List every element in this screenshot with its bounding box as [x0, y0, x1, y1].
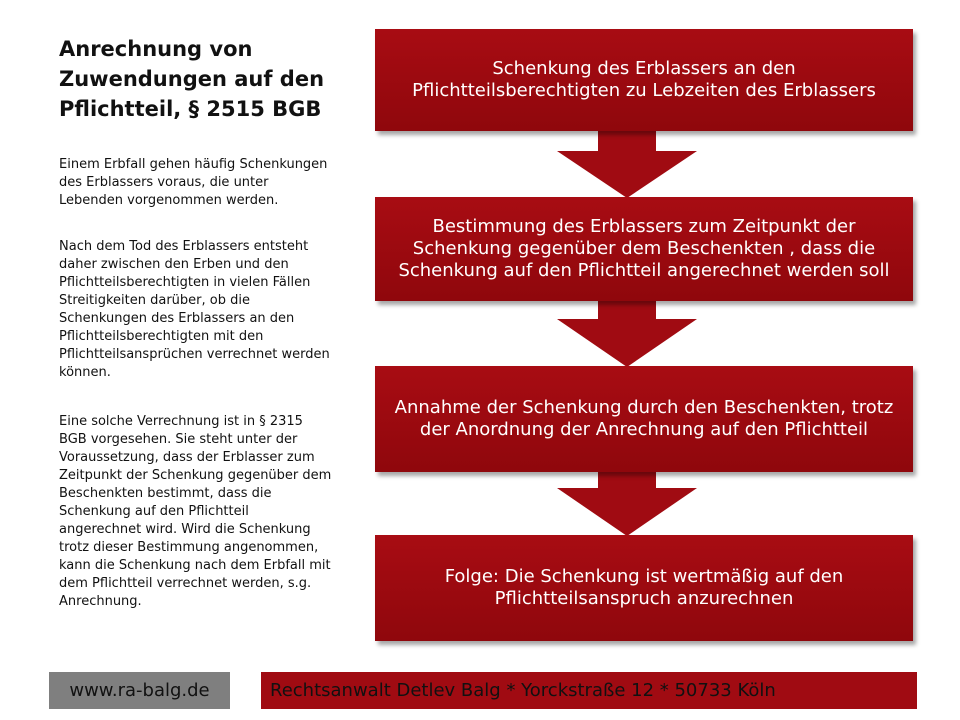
intro-paragraph [59, 156, 359, 210]
text-line: Eine solche Verrechnung ist in § 2315 [59, 414, 303, 429]
title-line: Zuwendungen auf den [59, 67, 325, 91]
title-line: Anrechnung von [59, 37, 253, 61]
text-line: dem Pflichtteil verrechnet werden, s.g. [59, 576, 312, 591]
legal-basis-paragraph [59, 413, 359, 611]
down-arrow-icon [557, 299, 697, 367]
text-line: angerechnet wird. Wird die Schenkung [59, 522, 311, 537]
text-line: trotz dieser Bestimmung angenommen, [59, 540, 319, 555]
flow-step-1 [375, 29, 913, 131]
page-title [59, 34, 359, 124]
down-arrow-icon [557, 470, 697, 536]
text-line: daher zwischen den Erben und den [59, 257, 289, 272]
text-line: Zeitpunkt der Schenkung gegenüber dem [59, 468, 332, 483]
text-line: BGB vorgesehen. Sie steht unter der [59, 432, 298, 447]
text-line: Schenkungen des Erblassers an den [59, 311, 295, 326]
step-line: Folge: Die Schenkung ist wertmäßig auf den [444, 566, 844, 587]
text-line: des Erblassers voraus, die unter [59, 175, 269, 190]
address-banner: Rechtsanwalt Detlev Balg * Yorckstraße 12 * 50733 Köln [261, 672, 917, 709]
step-line: Schenkung des Erblassers an den [492, 58, 796, 79]
text-line: Pflichtteilsansprüchen verrechnet werden [59, 347, 330, 362]
flow-step-4 [375, 535, 913, 641]
text-line: können. [59, 365, 111, 380]
flow-step-2 [375, 197, 913, 301]
text-line: Schenkung auf den Pflichtteil [59, 504, 249, 519]
text-line: Voraussetzung, dass der Erblasser zum [59, 450, 315, 465]
website-link[interactable]: www.ra-balg.de [49, 672, 230, 709]
flow-step-3 [375, 366, 913, 472]
text-line: Beschenkten bestimmt, dass die [59, 486, 272, 501]
step-line: Annahme der Schenkung durch den Beschenkten, trotz [394, 397, 894, 418]
step-line: Schenkung auf den Pflichtteil angerechnet werden soll [398, 260, 890, 281]
text-line: Anrechnung. [59, 594, 142, 609]
title-line: Pflichtteil, § 2515 BGB [59, 97, 322, 121]
step-line: Bestimmung des Erblassers zum Zeitpunkt der [432, 216, 856, 237]
down-arrow-icon [557, 130, 697, 198]
step-line: Schenkung gegenüber dem Beschenkten , dass die [412, 238, 876, 259]
text-line: Pflichtteilsberechtigten in vielen Fällen [59, 275, 311, 290]
text-line: Pflichtteilsberechtigten mit den [59, 329, 264, 344]
text-line: Lebenden vorgenommen werden. [59, 193, 279, 208]
text-line: Streitigkeiten darüber, ob die [59, 293, 250, 308]
dispute-paragraph [59, 238, 359, 382]
step-line: Pflichtteilsberechtigten zu Lebzeiten des Erblassers [412, 80, 876, 101]
text-line: Einem Erbfall gehen häufig Schenkungen [59, 157, 328, 172]
text-line: kann die Schenkung nach dem Erbfall mit [59, 558, 331, 573]
step-line: der Anordnung der Anrechnung auf den Pflichtteil [419, 419, 869, 440]
text-line: Nach dem Tod des Erblassers entsteht [59, 239, 309, 254]
step-line: Pflichtteilsanspruch anzurechnen [494, 588, 794, 609]
